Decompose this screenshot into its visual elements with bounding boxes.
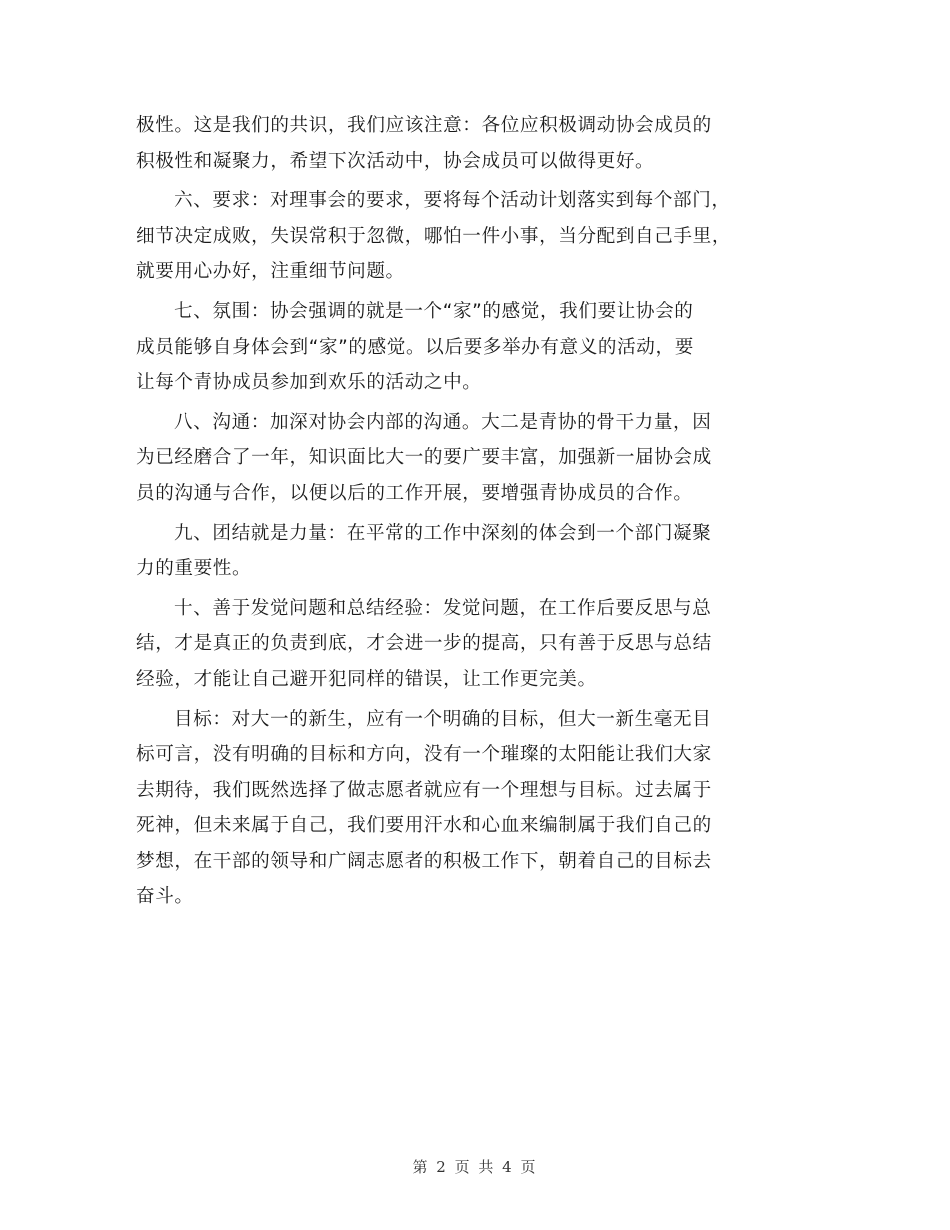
paragraph-line: 让每个青协成员参加到欢乐的活动之中。 (136, 372, 482, 394)
paragraph-line: 经验，才能让自己避开犯同样的错误，让工作更完美。 (136, 668, 597, 690)
paragraph-line: 力的重要性。 (136, 558, 252, 580)
page-number-footer: 第 2 页 共 4 页 (412, 1158, 538, 1176)
paragraph-line: 十、善于发觉问题和总结经验：发觉问题，在工作后要反思与总 (174, 597, 712, 619)
paragraph-goal (136, 702, 816, 916)
document-body (136, 108, 816, 919)
paragraph-1 (136, 108, 816, 179)
paragraph-line: 就要用心办好，注重细节问题。 (136, 261, 405, 283)
paragraph-line: 标可言，没有明确的目标和方向，没有一个璀璨的太阳能让我们大家 (136, 744, 712, 766)
paragraph-atmosphere (136, 294, 816, 401)
paragraph-experience (136, 591, 816, 698)
paragraph-communication (136, 405, 816, 512)
paragraph-line: 员的沟通与合作，以便以后的工作开展，要增强青协成员的合作。 (136, 482, 693, 504)
paragraph-line: 细节决定成败，失误常积于忽微，哪怕一件小事，当分配到自己手里， (136, 225, 732, 247)
paragraph-requirements (136, 183, 816, 290)
paragraph-line: 七、氛围：协会强调的就是一个“家”的感觉，我们要让协会的 (174, 300, 694, 322)
paragraph-line: 为已经磨合了一年，知识面比大一的要广要丰富，加强新一届协会成 (136, 447, 712, 469)
paragraph-line: 六、要求：对理事会的要求，要将每个活动计划落实到每个部门， (174, 190, 731, 212)
paragraph-line: 奋斗。 (136, 886, 194, 908)
paragraph-line: 结，才是真正的负责到底，才会进一步的提高，只有善于反思与总结 (136, 633, 712, 655)
paragraph-unity (136, 516, 816, 587)
paragraph-line: 成员能够自身体会到“家”的感觉。以后要多举办有意义的活动，要 (136, 336, 694, 358)
paragraph-line: 九、团结就是力量：在平常的工作中深刻的体会到一个部门凝聚 (174, 522, 712, 544)
paragraph-line: 去期待，我们既然选择了做志愿者就应有一个理想与目标。过去属于 (136, 779, 712, 801)
paragraph-line: 梦想，在干部的领导和广阔志愿者的积极工作下，朝着自己的目标去 (136, 850, 712, 872)
paragraph-line: 积极性和凝聚力，希望下次活动中，协会成员可以做得更好。 (136, 150, 655, 172)
paragraph-line: 死神，但未来属于自己，我们要用汗水和心血来编制属于我们自己的 (136, 815, 712, 837)
paragraph-line: 极性。这是我们的共识，我们应该注意：各位应积极调动协会成员的 (136, 115, 712, 136)
paragraph-line: 八、沟通：加深对协会内部的沟通。大二是青协的骨干力量，因 (174, 411, 712, 433)
paragraph-line: 目标：对大一的新生，应有一个明确的目标，但大一新生毫无目 (174, 708, 712, 730)
